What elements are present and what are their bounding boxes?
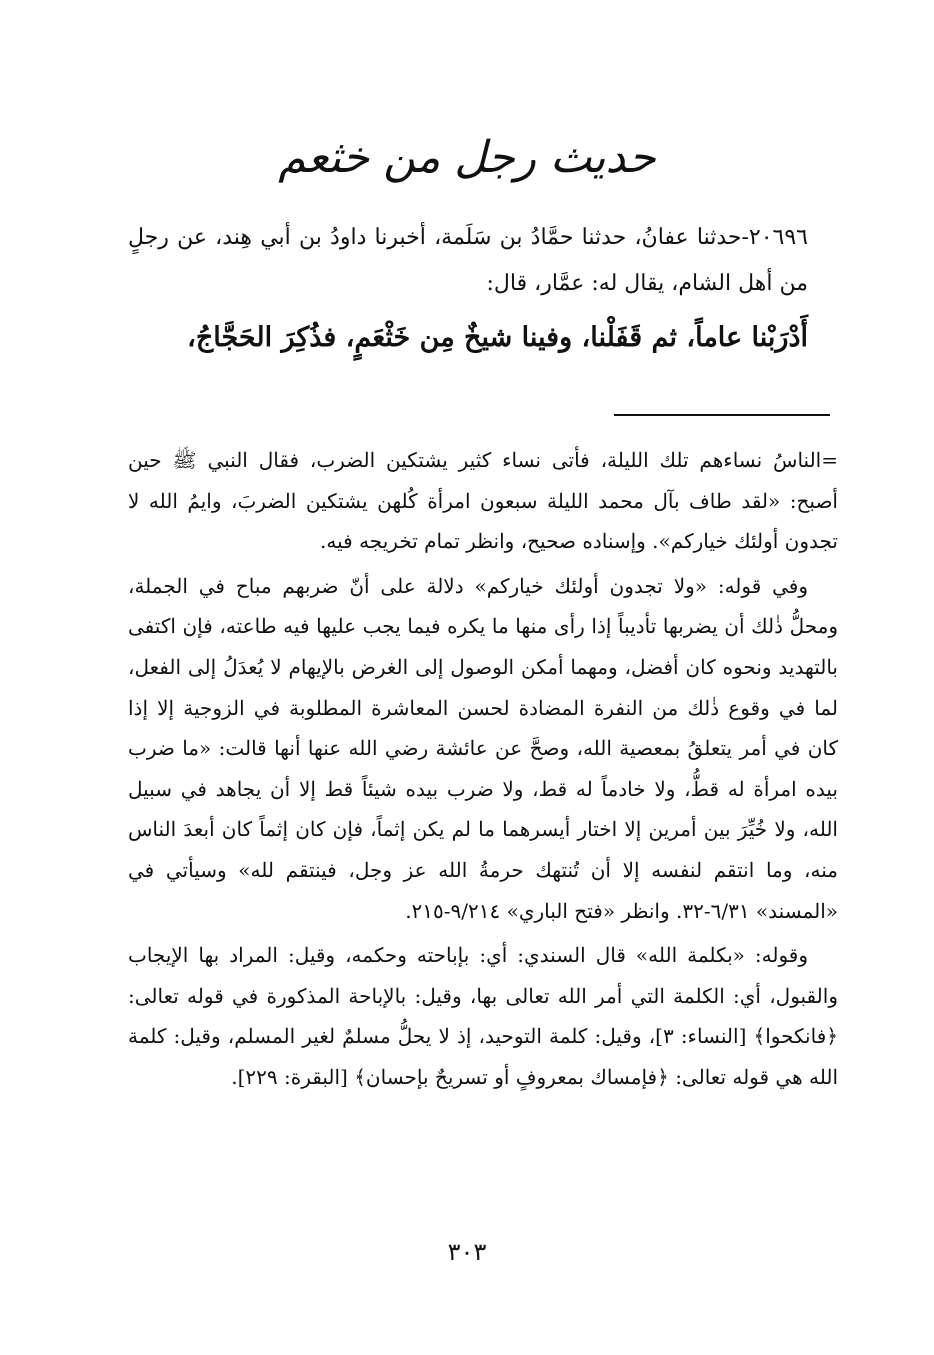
- footnote-paragraph: =الناسُ نساءهم تلك الليلة، فأتى نساء كثير يشتكين الضرب، فقال النبي ﷺ حين أصبح: «لقد طاف بآل محمد الليلة سبعون امرأة كُلهن يشتكين الضربَ، وايمُ الله لا تجدون أولئك خياركم». وإسناده صحيح، وانظر تمام تخريجه فيه.: [128, 448, 838, 554]
- footnote-paragraph: وفي قوله: «ولا تجدون أولئك خياركم» دلالة على أنّ ضربهم مباح في الجملة، ومحلُّ ذٰلك أن يضربها تأديباً إذا رأى منها ما يكره فيما يجب عليها فيه طاعته، فإن اكتفى بالتهديد ونحوه كان أفضل، ومهما أمكن الوصول إلى الغرض بالإيهام لا يُعدَلُ إلى الفعل، لما في وقوع ذٰلك من النفرة المضادة لحسن المعاشرة المطلوبة في الزوجية إلا إذا كان في أمر يتعلقُ بمعصية الله، وصحَّ عن عائشة رضي الله عنها أنها قالت: «ما ضرب بيده امرأة له قطُّ، ولا خادماً له قط، ولا ضرب بيده شيئاً قط إلا أن يجاهد في سبيل الله، ولا خُيِّرَ بين أمرين إلا اختار أيسرهما ما لم يكن إثماً، فإن كان إثماً كان أبعدَ الناس منه، وما انتقم لنفسه إلا أن تُنتهك حرمةُ الله عز وجل، فينتقم لله» وسيأتي في «المسند» ٦/٣١-٣٢. وانظر «فتح الباري» ٩/٢١٤-٢١٥.: [128, 573, 838, 923]
- footnote-paragraph: وقوله: «بكلمة الله» قال السندي: أي: بإباحته وحكمه، وقيل: المراد بها الإيجاب والقبول، أي: الكلمة التي أمر الله تعالى بها، وقيل: بالإباحة المذكورة في قوله تعالى: ﴿فانكحوا﴾ [النساء: ٣]، وقيل: كلمة التوحيد، إذ لا يحلُّ مسلمٌ لغير المسلم، وقيل: كلمة الله هي قوله تعالى: ﴿فإمساك بمعروفٍ أو تسريحٌ بإحسان﴾ [البقرة: ٢٢٩].: [128, 943, 838, 1089]
- footnote-divider: [614, 414, 830, 416]
- hadith-isnad: ٢٠٦٩٦-حدثنا عفانُ، حدثنا حمَّادُ بن سَلَمة، أخبرنا داودُ بن أبي هِند، عن رجلٍ من أهل الشام، يقال له: عمَّار، قال:: [128, 225, 808, 296]
- chapter-title: حديث رجل من خثعم: [278, 132, 656, 183]
- page-number: ٣٠٣: [447, 1238, 487, 1266]
- footnotes: [128, 440, 838, 1102]
- hadith-text: [128, 215, 808, 365]
- hadith-matn: أَدْرَبْنا عاماً، ثم قَفَلْنا، وفينا شيخٌ مِن خَثْعَمٍ، فذُكِرَ الحَجَّاجُ،: [187, 322, 808, 353]
